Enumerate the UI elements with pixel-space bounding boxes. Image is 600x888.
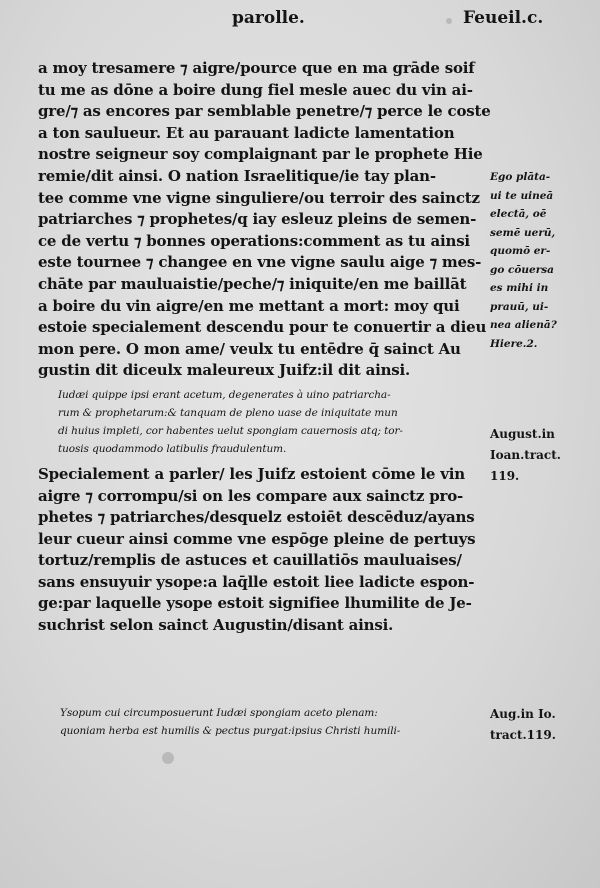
ink-blot (162, 752, 174, 764)
text-line: tu me as dōne a boire dung fiel mesle auec du vin ai- (38, 80, 473, 99)
latin-quotation-1 (38, 386, 488, 458)
latin-line: di huius impleti, cor habentes uelut spongiam cauernosis atq; tor- (58, 424, 403, 437)
text-line: phetes ⁊ patriarches/desquelz estoiēt descēduz/ayans (38, 508, 475, 527)
latin-quotation-2 (60, 704, 490, 740)
running-head (0, 8, 600, 32)
latin-line: rum & prophetarum:& tanquam de pleno uase de iniquitate mun (58, 406, 398, 419)
latin-line: tuosis quodammodo latibulis fraudulentum. (58, 442, 287, 455)
text-line: ge:par laquelle ysope estoit signifiee lhumilite de Je- (38, 594, 472, 613)
text-line: suchrist selon sainct Augustin/disant ainsi. (38, 616, 394, 635)
latin-line: Iudæi quippe ipsi erant acetum, degenerates à uino patriarcha- (58, 388, 391, 401)
text-line: a moy tresamere ⁊ aigre/pource que en ma grāde soif (38, 59, 475, 77)
margin-line: August.in (490, 427, 555, 441)
margin-line: nea alienā? (490, 319, 557, 331)
margin-line: semē uerū, (490, 226, 556, 239)
margin-note-jeremiah (490, 168, 595, 353)
margin-note-augustine-2 (490, 704, 595, 746)
text-line: Specialement a parler/ les Juifz estoient cōme le vin (38, 464, 466, 483)
text-line: gustin dit diceulx maleureux Juifz:il dit ainsi. (38, 361, 411, 380)
margin-line: Hiere.2. (490, 337, 538, 350)
text-line: este tournee ⁊ changee en vne vigne saulu aige ⁊ mes- (38, 253, 482, 272)
text-line: mon pere. O mon ame/ veulx tu entēdre q̄ sainct Au (38, 339, 461, 358)
running-head-title: parolle. (232, 8, 305, 28)
margin-line: Ioan.tract. (490, 448, 561, 462)
text-line: gre/⁊ as encores par semblable penetre/⁊ perce le coste (38, 102, 491, 121)
margin-line: go cōuersa (490, 263, 554, 276)
text-line: aigre ⁊ corrompu/si on les compare aux sainctz pro- (38, 486, 464, 505)
text-line: ce de vertu ⁊ bonnes operations:comment as tu ainsi (38, 231, 470, 250)
text-line: sans ensuyuir ysope:a laq̄lle estoit liee ladicte espon- (38, 572, 475, 591)
margin-line: prauū, ui- (490, 300, 549, 313)
french-paragraph-1 (38, 58, 491, 382)
french-paragraph-2 (38, 464, 488, 637)
text-line: remie/dit ainsi. O nation Israelitique/ie tay plan- (38, 166, 436, 185)
margin-note-augustine-1 (490, 424, 595, 487)
margin-line: tract.119. (490, 728, 556, 742)
margin-line: quomō er- (490, 245, 551, 257)
text-line: estoie specialement descendu pour te conuertir a dieu (38, 318, 487, 337)
text-line: nostre seigneur soy complaignant par le prophete Hie (38, 145, 483, 164)
latin-line: Ysopum cui circumposuerunt Iudæi spongiam aceto plenam: (60, 707, 378, 719)
margin-line: ui te uineā (490, 189, 554, 202)
folio-number: Feueil.c. (463, 8, 544, 28)
text-line: patriarches ⁊ prophetes/q iay esleuz pleins de semen- (38, 210, 477, 229)
text-line: a ton saulueur. Et au parauant ladicte lamentation (38, 123, 455, 142)
margin-line: Ego plāta- (490, 171, 551, 183)
text-line: leur cueur ainsi comme vne espōge pleine de pertuys (38, 529, 476, 548)
main-text-column (38, 58, 491, 637)
margin-line: 119. (490, 469, 520, 483)
latin-line: quoniam herba est humilis & pectus purgat:ipsius Christi humili- (60, 725, 401, 737)
text-line: chāte par mauluaistie/peche/⁊ iniquite/en me baillāt (38, 274, 467, 293)
ink-blot (446, 18, 452, 24)
text-line: tee comme vne vigne singuliere/ou terroir des sainctz (38, 188, 480, 207)
margin-line: electā, oē (490, 208, 547, 220)
margin-line: Aug.in Io. (490, 707, 556, 721)
text-line: tortuz/remplis de astuces et cauillatiōs mauluaises/ (38, 551, 462, 570)
text-line: a boire du vin aigre/en me mettant a mort: moy qui (38, 296, 460, 315)
margin-line: es mihi in (490, 282, 549, 294)
